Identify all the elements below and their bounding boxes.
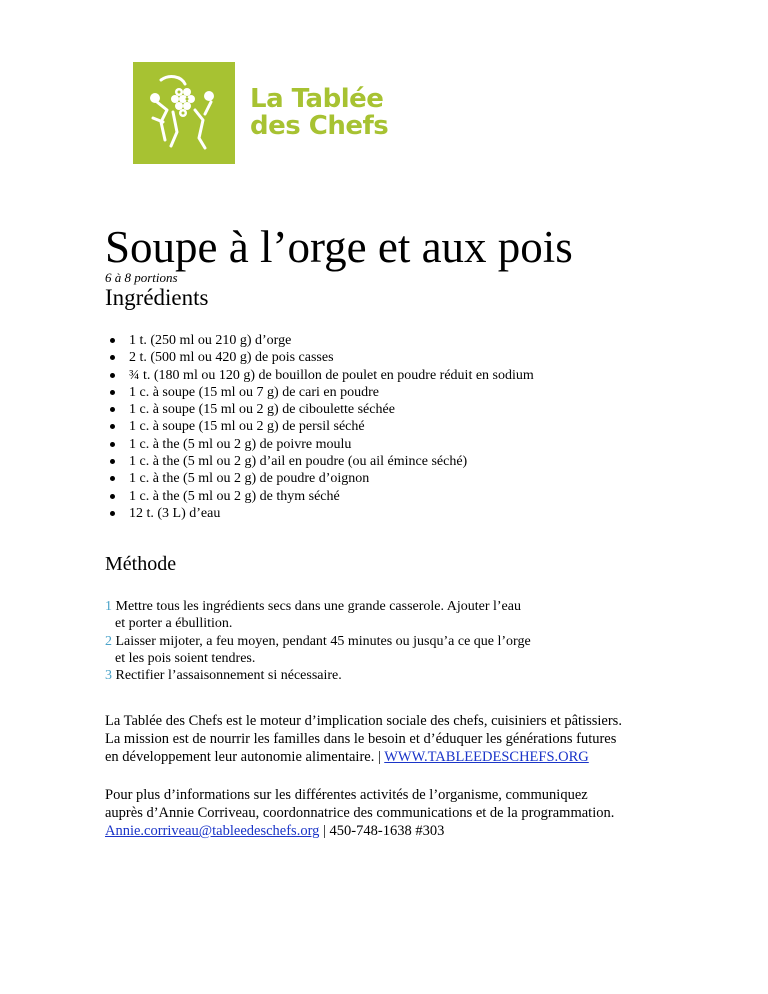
step-1 [105,598,531,615]
list-item: 1 c. à the (5 ml ou 2 g) de thym séché [105,488,534,505]
list-item: 1 c. à soupe (15 ml ou 7 g) de cari en poudre [105,384,534,401]
contact-line: Pour plus d’informations sur les différentes activités de l’organisme, communiquez [105,787,588,803]
recipe-title: Soupe à l’orge et aux pois [105,222,573,272]
step-text: Rectifier l’assaisonnement si nécessaire. [115,668,342,684]
about-line: La mission est de nourrir les familles dans le besoin et d’éduquer les générations futures [105,731,617,747]
about-line: La Tablée des Chefs est le moteur d’implication sociale des chefs, cuisiniers et pâtissiers. [105,713,622,729]
step-text-continued: et les pois soient tendres. [115,650,256,666]
step-2 [105,633,531,650]
portions: 6 à 8 portions [105,270,178,285]
list-item: ¾ t. (180 ml ou 120 g) de bouillon de poulet en poudre réduit en sodium [105,367,534,384]
step-3 [105,667,531,684]
list-item: 1 c. à the (5 ml ou 2 g) de poudre d’oignon [105,470,534,487]
step-text-continued: et porter a ébullition. [115,616,233,632]
step-text: Mettre tous les ingrédients secs dans une grande casserole. Ajouter l’eau [115,599,521,614]
website-link[interactable]: WWW.TABLEEDESCHEFS.ORG [384,749,589,765]
list-item: 1 c. à soupe (15 ml ou 2 g) de ciboulette séchée [105,401,534,418]
step-number: 2 [105,633,112,649]
ingredients-heading: Ingrédients [105,285,209,310]
about-line-text: en développement leur autonomie alimentaire. | [105,749,385,765]
logo-line-2: des Chefs [250,111,389,141]
list-item: 12 t. (3 L) d’eau [105,505,534,522]
list-item: 1 c. à soupe (15 ml ou 2 g) de persil séché [105,418,534,435]
phone-text: | 450-748-1638 #303 [319,823,445,839]
list-item: 1 c. à the (5 ml ou 2 g) d’ail en poudre (ou ail émince séché) [105,453,534,470]
step-text: Laisser mijoter, a feu moyen, pendant 45 minutes ou jusqu’a ce que l’orge [115,633,531,649]
logo-wordmark [250,86,388,140]
method-steps [105,598,531,684]
chefs-grapes-logo-icon [133,62,235,164]
step-number: 3 [105,668,112,684]
about-line [105,748,622,766]
contact-line: auprès d’Annie Corriveau, coordonnatrice des communications et de la programmation. [105,805,615,821]
about-paragraph [105,712,622,766]
method-heading: Méthode [105,553,177,575]
ingredients-list [105,332,534,522]
list-item: 1 c. à the (5 ml ou 2 g) de poivre moulu [105,436,534,453]
contact-paragraph [105,786,614,840]
logo [133,62,388,164]
list-item: 2 t. (500 ml ou 420 g) de pois casses [105,349,534,366]
logo-line-1: La Tablée [250,84,384,114]
contact-line [105,822,614,840]
list-item: 1 t. (250 ml ou 210 g) d’orge [105,332,534,349]
email-link[interactable]: Annie.corriveau@tableedeschefs.org [105,823,320,839]
step-number: 1 [105,599,112,614]
